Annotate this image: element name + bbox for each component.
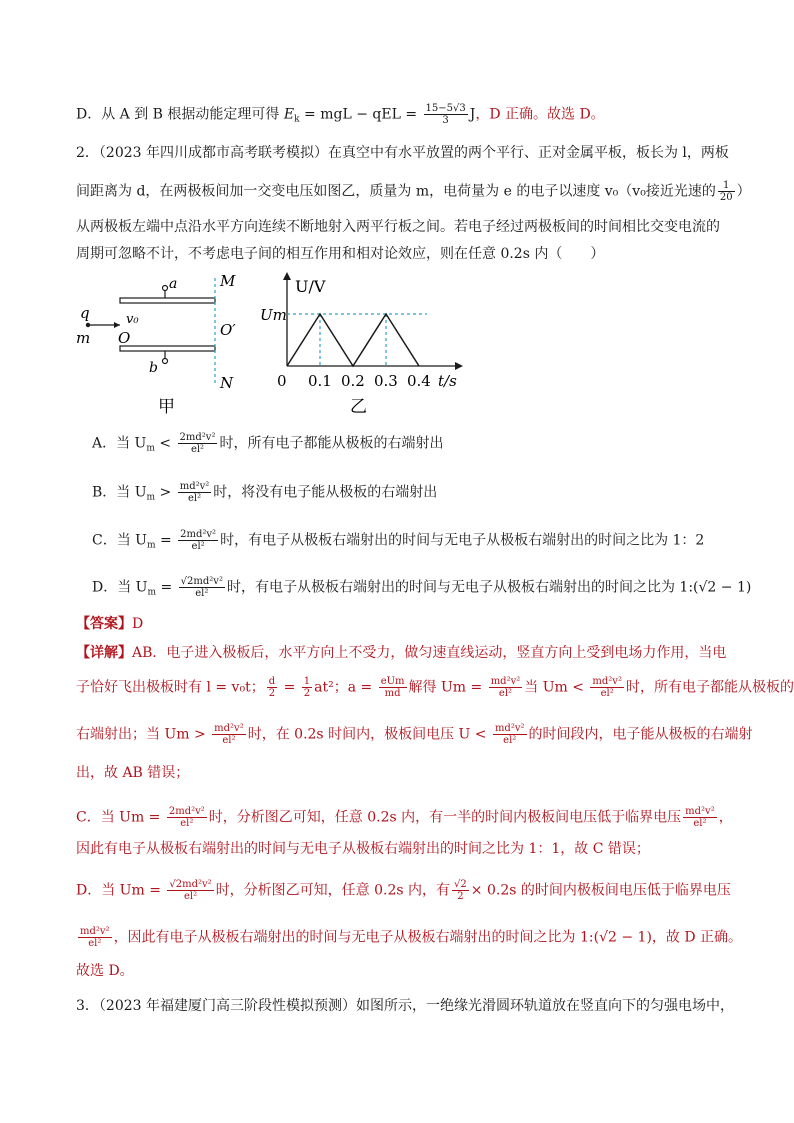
q2-stem-frac-num: 1 [718,180,735,192]
detail-text: = [279,679,300,696]
terminal-b [163,359,168,364]
frac-num: md²v² [494,723,525,734]
detail-line-4: 出，故 AB 错误； [76,765,190,781]
detail-text: × 0.2s 的时间内极板间电压低于临界电压 [470,882,731,899]
option-D-fraction [179,576,225,599]
option-A-sub: m [146,443,155,454]
frac-den: el² [88,938,102,949]
detail-text: 时，所有电子都能从极板的 [625,679,794,696]
q2-stem-frac-den: 20 [719,192,733,203]
frac-den: el² [180,818,194,829]
q2-stem-line2-a: 间距离为 d，在两极板间加一交变电压如图乙，质量为 m，电荷量为 e 的电子以速度 v₀（v₀接近光速的 [76,183,716,200]
option-C-fraction [178,529,218,552]
terminal-a [163,286,168,291]
frac-den: el² [222,735,236,746]
option-D-num: √2md²v² [180,576,223,587]
detail-text: ， [718,809,733,826]
q1-frac-num: 15−5√3 [425,103,466,114]
q1-eq-lhs: E [283,106,295,123]
option-B-den: el² [187,493,202,504]
option-D-tail: 时，有电子从极板右端射出的时间与无电子从极板右端射出的时间之比为 1:(√2 − 1) [226,579,752,596]
triangle-wave [287,314,419,366]
detail-C-line-2: 因此有电子从极板右端射出的时间与无电子从极板右端射出的时间之比为 1：1，故 C 错误； [76,841,650,857]
label-O-prime: O′ [220,321,236,339]
label-N: N [220,374,234,392]
detail-text: D．当 Um = [76,882,166,899]
option-B-num: md²v² [179,481,210,492]
detail-D-line-3: 故选 D。 [76,963,134,979]
lower-plate [120,346,215,351]
detail-line-2 [76,676,794,699]
option-A[interactable] [92,432,443,459]
q2-stem-line2 [76,180,751,203]
detail-text: C．当 Um = [76,809,165,826]
option-B-rel: > [155,484,176,501]
detail-text: at²；a = [314,679,377,696]
frac-num: d [268,676,276,687]
frac-num: eUm [380,676,405,687]
frac-num: md²v² [490,676,521,687]
option-B-sub: m [146,492,156,503]
frac-den: md [384,688,401,699]
detail-text: 时，分析图乙可知，任意 0.2s 内，有 [215,882,451,899]
frac-num: √2md²v² [169,879,212,890]
q1-conclusion-line [76,103,605,130]
y-mark-um: Um [260,306,287,324]
frac-num: √2 [454,879,467,890]
detail-fraction [212,723,246,746]
detail-fraction [167,806,207,829]
detail-line-3 [76,723,753,746]
label-O: O [118,329,131,347]
q1-fraction [424,103,468,126]
x-tick-label: 0.3 [374,372,398,390]
detail-fraction [493,723,527,746]
option-C-tail: 时，有电子从极板右端射出的时间与无电子从极板右端射出的时间之比为 1：2 [220,532,705,549]
detail-fraction [683,806,717,829]
detail-fraction [379,676,407,699]
q1-unit: J [469,106,476,123]
q2-stem-line2-b: ） [736,183,751,200]
option-C-sub: m [146,540,156,551]
q1-text: D．从 A 到 B 根据动能定理可得 [76,106,280,123]
frac-num: md²v² [592,676,622,687]
answer-value: D [132,616,144,632]
electron-dot [86,323,90,327]
option-D[interactable] [92,576,751,603]
detail-text: 的时间段内，电子能从极板的右端射 [528,726,753,743]
detail-text: 时，分析图乙可知，任意 0.2s 内，有一半的时间内极板间电压低于临界电压 [208,809,682,826]
detail-text: 时，在 0.2s 时间内，极板间电压 U < [247,726,491,743]
figure-yi [255,270,470,420]
detail-C-line-1 [76,806,733,829]
option-C-num: 2md²v² [180,529,217,540]
option-C-rel: = [155,532,177,549]
q2-stem-line1: 2．（2023 年四川成都市高考联考模拟）在真空中有水平放置的两个平行、正对金属平板，板长为 l，两板 [76,145,729,161]
frac-num: md²v² [685,806,715,817]
option-C-head: C．当 U [92,532,147,549]
detail-D-line-1 [76,879,731,902]
x-tick-label: 0.1 [308,372,332,390]
x-tick-label: 0.4 [407,372,431,390]
option-C-den: el² [191,541,205,552]
q3-stem-line1: 3．（2023 年福建厦门高三阶段性模拟预测）如图所示，一绝缘光滑圆环轨道放在竖直向下的匀强电场中， [76,998,734,1014]
option-A-tail: 时，所有电子都能从极板的右端射出 [219,435,444,452]
label-b: b [149,360,158,376]
option-A-fraction [178,432,218,455]
detail-text: 解得 Um = [408,679,487,696]
label-v0: v₀ [126,312,139,327]
option-A-rel: < [154,435,176,452]
option-C[interactable] [92,529,704,556]
option-A-den: el² [190,444,205,455]
y-axis-label: U/V [295,277,326,296]
option-A-head: A．当 U [92,435,147,452]
label-q: q [80,304,90,322]
frac-den: el² [183,891,198,902]
q1-frac-den: 3 [442,115,449,126]
label-m: m [76,329,91,347]
option-D-rel: = [156,579,177,596]
detail-text: AB．电子进入极板后，水平方向上不受力，做匀速直线运动，竖直方向上受到电场力作用，当电 [132,645,727,661]
option-B-tail: 时，将没有电子能从极板的右端射出 [213,484,438,501]
y-axis-arrow-icon [283,272,291,280]
detail-text: 当 Um < [524,679,589,696]
caption-yi: 乙 [350,397,367,417]
detail-fraction [167,879,213,902]
q1-eq-sub: k [294,114,300,125]
q2-stem-line3: 从两极板左端中点沿水平方向连续不断地射入两平行板之间。若电子经过两极板间的时间相比交变电流的 [76,219,720,235]
detail-fraction [452,879,469,902]
frac-den: el² [693,818,707,829]
frac-den: 2 [268,688,276,699]
x-axis-arrow-icon [455,362,463,370]
detail-fraction [489,676,523,699]
caption-jia: 甲 [158,397,175,417]
velocity-arrow-icon [114,322,120,328]
label-a: a [169,276,178,292]
detail-fraction [590,676,624,699]
q2-stem-fraction [718,180,735,203]
option-B[interactable] [92,481,437,508]
frac-den: el² [503,735,517,746]
q1-suffix: ，D 正确。故选 D。 [475,106,605,123]
detail-text: 子恰好飞出极板时有 l = v₀t； [76,679,265,696]
x-axis-label: t/s [438,372,457,390]
detail-D-line-2 [76,926,742,949]
upper-plate [120,298,215,303]
answer-label: 【答案】 [76,616,132,632]
detail-line-1 [76,643,726,663]
frac-den: 2 [303,688,311,699]
option-D-sub: m [147,587,157,598]
option-A-num: 2md²v² [179,432,216,443]
frac-num: md²v² [80,926,110,937]
frac-den: 2 [457,891,464,902]
option-B-head: B．当 U [92,484,147,501]
frac-den: el² [498,688,513,699]
detail-fraction [78,926,112,949]
x-tick-label: 0.2 [341,372,365,390]
q2-stem-line4: 周期可忽略不计，不考虑电子间的相互作用和相对论效应，则在任意 0.2s 内（ ） [76,246,605,262]
detail-text: 右端射出；当 Um > [76,726,211,743]
detail-fraction [267,676,277,699]
option-D-den: el² [195,588,209,599]
detail-fraction [302,676,312,699]
answer-line [76,614,143,634]
frac-num: 1 [303,676,311,687]
detail-label: 【详解】 [76,645,132,661]
option-B-fraction [178,481,212,504]
label-M: M [220,272,236,290]
figure-jia [70,270,240,420]
q1-eq-mid: = mgL − qEL = [299,106,422,123]
option-D-head: D．当 U [92,579,148,596]
frac-num: md²v² [214,723,244,734]
origin-label: 0 [277,372,287,390]
detail-text: ，因此有电子从极板右端射出的时间与无电子从极板右端射出的时间之比为 1:(√2 − 1)，故 D 正确。 [113,929,743,946]
frac-num: 2md²v² [168,806,205,817]
frac-den: el² [600,688,614,699]
